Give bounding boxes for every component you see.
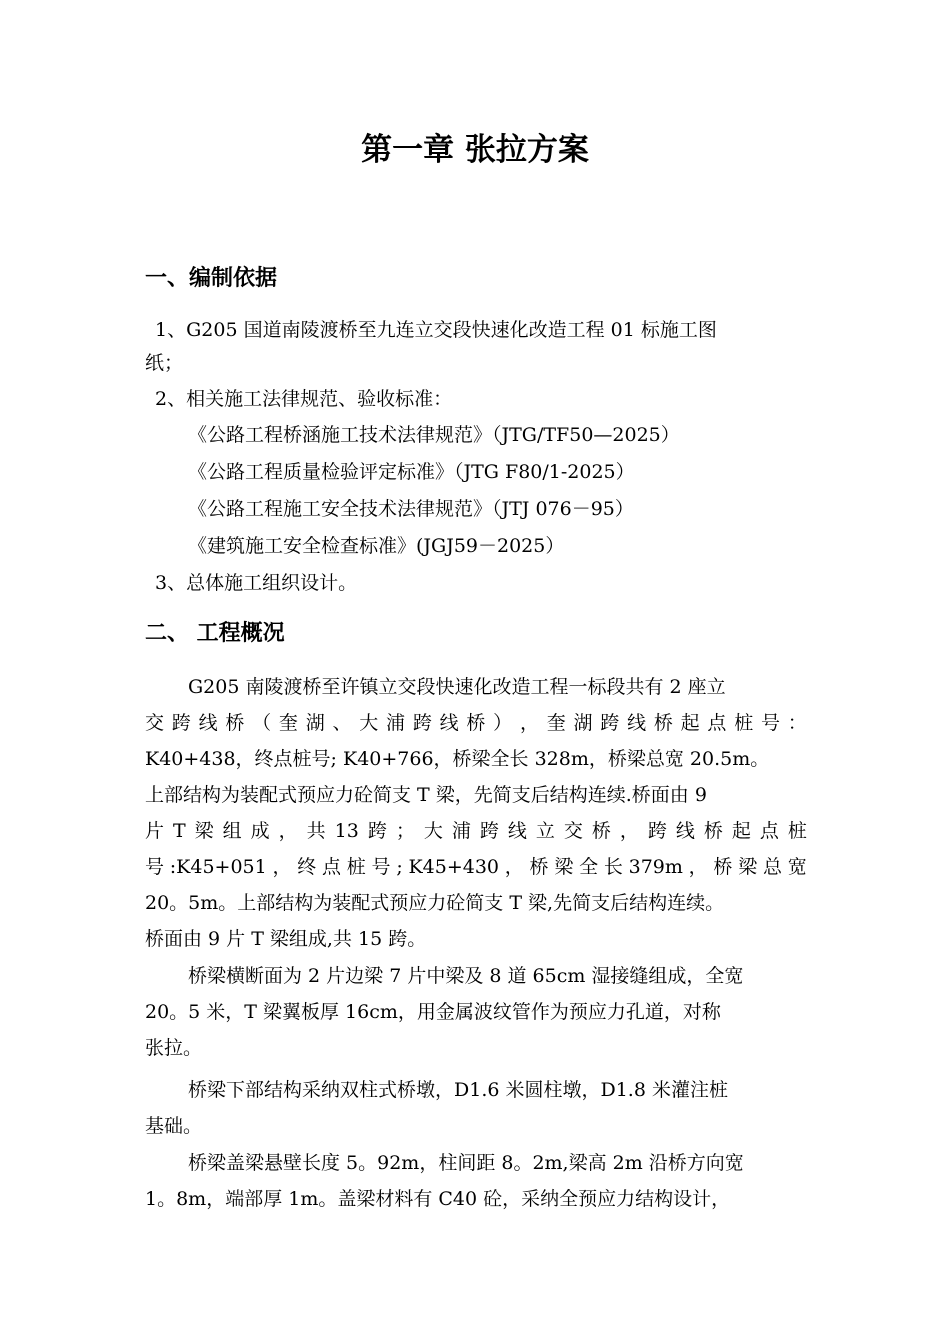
overview-para-2-line: 张拉。 xyxy=(145,1037,203,1059)
text-run: 奎 xyxy=(546,712,566,734)
overview-para-4-line: 1。8m，端部厚 1m。盖梁材料有 C40 砼，采纳全预应力结构设计， xyxy=(145,1188,731,1210)
text-run: 梁 xyxy=(738,856,758,878)
text-run: 奎 xyxy=(278,712,298,734)
text-run: 跨 xyxy=(600,712,620,734)
text-run: 线 xyxy=(439,712,459,734)
text-run: 长 xyxy=(603,856,623,878)
text-run: 湖 xyxy=(305,712,325,734)
text-run: ） xyxy=(493,712,513,734)
text-run: K45+430 xyxy=(408,856,500,878)
basis-item-2: 2、相关施工法律规范、验收标准： xyxy=(155,388,453,410)
chapter-title: 第一章 张拉方案 xyxy=(361,132,589,168)
text-run: ， xyxy=(504,856,524,878)
overview-para-1-line: 桥面由 9 片 T 梁组成,共 15 跨。 xyxy=(145,928,427,950)
text-run: 起 xyxy=(731,820,751,842)
overview-para-1-line: 上部结构为装配式预应力砼简支 T 梁，先简支后结构连续.桥面由 9 xyxy=(145,784,707,806)
text-run: ， xyxy=(619,820,639,842)
text-run: 线 xyxy=(198,712,218,734)
text-run: 点 xyxy=(322,856,342,878)
text-run: 桥 xyxy=(529,856,549,878)
text-run: 线 xyxy=(507,820,527,842)
text-run: 桩 xyxy=(734,712,754,734)
text-run: 桥 xyxy=(591,820,611,842)
text-run: 线 xyxy=(627,712,647,734)
overview-para-1-line xyxy=(145,852,807,882)
text-run: 13 xyxy=(334,820,359,842)
text-run: ， xyxy=(272,856,292,878)
text-run: ： xyxy=(787,712,807,734)
text-run: 湖 xyxy=(573,712,593,734)
text-run: 总 xyxy=(762,856,782,878)
text-run: 桥 xyxy=(225,712,245,734)
overview-para-1-line: K40+438，终点桩号; K40+766，桥梁全长 328m，桥梁总宽 20.5m。 xyxy=(145,748,770,770)
text-run: 点 xyxy=(707,712,727,734)
text-run: 立 xyxy=(535,820,555,842)
text-run: 桥 xyxy=(466,712,486,734)
text-run: 桥 xyxy=(703,820,723,842)
text-run: 梁 xyxy=(554,856,574,878)
standard-item: 《公路工程施工安全技术法律规范》（JTJ 076－95） xyxy=(188,498,634,520)
overview-para-1-line xyxy=(145,816,807,846)
text-run: ， xyxy=(519,712,539,734)
text-run: 点 xyxy=(759,820,779,842)
text-run: 起 xyxy=(680,712,700,734)
text-run: 跨 xyxy=(367,820,387,842)
text-run: 号 xyxy=(760,712,780,734)
overview-para-1-line: 20。5m。上部结构为装配式预应力砼简支 T 梁,先简支后结构连续。 xyxy=(145,892,725,914)
overview-para-3-line: 基础。 xyxy=(145,1115,203,1137)
text-run: 桥 xyxy=(713,856,733,878)
overview-para-1-line: G205 南陵渡桥至许镇立交段快速化改造工程一标段共有 2 座立 xyxy=(188,676,726,698)
text-run: 跨 xyxy=(171,712,191,734)
text-run: T xyxy=(173,820,186,842)
text-run: 大 xyxy=(423,820,443,842)
text-run: 全 xyxy=(579,856,599,878)
overview-para-2-line: 20。5 米，T 梁翼板厚 16cm，用金属波纹管作为预应力孔道，对称 xyxy=(145,1001,721,1023)
overview-para-1-line xyxy=(145,708,807,738)
overview-para-2-line: 桥梁横断面为 2 片边梁 7 片中梁及 8 道 65cm 湿接缝组成，全宽 xyxy=(188,965,744,987)
text-run: ; xyxy=(396,856,403,878)
section-heading-basis: 一、编制依据 xyxy=(145,266,278,291)
text-run: 号 xyxy=(145,856,165,878)
text-run: 号 xyxy=(371,856,391,878)
standard-item: 《公路工程桥涵施工技术法律规范》（JTG/TF50—2025） xyxy=(188,424,680,446)
text-run: 交 xyxy=(145,712,165,734)
text-run: 浦 xyxy=(451,820,471,842)
basis-item-1-line-1: 1、G205 国道南陵渡桥至九连立交段快速化改造工程 01 标施工图 xyxy=(155,319,717,341)
section-heading-overview: 二、 工程概况 xyxy=(145,621,285,646)
text-run: 终 xyxy=(297,856,317,878)
text-run: ； xyxy=(395,820,415,842)
text-run: （ xyxy=(252,712,272,734)
standard-item: 《建筑施工安全检查标准》(JGJ59－2025） xyxy=(188,535,565,557)
text-run: ， xyxy=(278,820,298,842)
text-run: 桩 xyxy=(787,820,807,842)
text-run: 桩 xyxy=(346,856,366,878)
text-run: 桥 xyxy=(653,712,673,734)
text-run: 跨 xyxy=(412,712,432,734)
text-run: :K45+051 xyxy=(169,856,267,878)
text-run: 成 xyxy=(250,820,270,842)
text-run: ， xyxy=(688,856,708,878)
text-run: 线 xyxy=(675,820,695,842)
text-run: 交 xyxy=(563,820,583,842)
text-run: 浦 xyxy=(386,712,406,734)
text-run: 379m xyxy=(628,856,683,878)
text-run: 组 xyxy=(222,820,242,842)
text-run: 、 xyxy=(332,712,352,734)
text-run: 跨 xyxy=(479,820,499,842)
text-run: 梁 xyxy=(194,820,214,842)
text-run: 宽 xyxy=(787,856,807,878)
text-run: 跨 xyxy=(647,820,667,842)
text-run: 大 xyxy=(359,712,379,734)
overview-para-4-line: 桥梁盖梁悬壁长度 5。92m，柱间距 8。2m,梁高 2m 沿桥方向宽 xyxy=(188,1152,744,1174)
overview-para-3-line: 桥梁下部结构采纳双柱式桥墩，D1.6 米圆柱墩，D1.8 米灌注桩 xyxy=(188,1079,728,1101)
standard-item: 《公路工程质量检验评定标准》（JTG F80/1-2025） xyxy=(188,461,635,483)
basis-item-3: 3、总体施工组织设计。 xyxy=(155,572,358,594)
text-run: 共 xyxy=(306,820,326,842)
text-run: 片 xyxy=(145,820,165,842)
basis-item-1-line-2: 纸； xyxy=(145,352,184,374)
